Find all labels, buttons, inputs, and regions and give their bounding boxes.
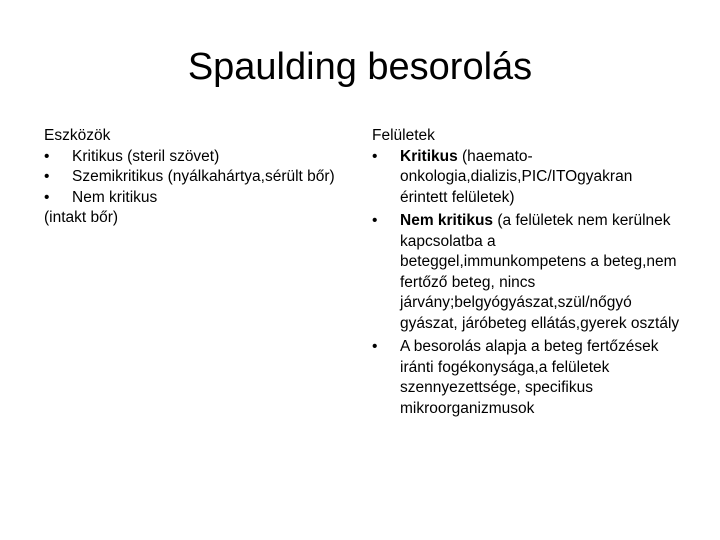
list-item [44, 147, 364, 168]
list-item [372, 147, 682, 209]
list-item-text: Szemikritikus (nyálkahártya,sérült bőr) [72, 168, 335, 185]
list-item-text: Nem kritikus [72, 188, 158, 206]
list-item-bold: Nem kritikus [400, 212, 494, 229]
list-item-bold: Kritikus [400, 147, 458, 165]
bullet-icon: • [44, 147, 50, 165]
list-item [44, 167, 364, 188]
list-item-text: A besorolás alapja a beteg fertőzések iránti fogékonysága,a felületek szennyezettsége, specifikus mikroorganizmusok [400, 338, 659, 417]
instruments-column [44, 126, 364, 229]
slide-title: Spaulding besorolás [187, 46, 533, 88]
surfaces-heading: Felületek [372, 127, 435, 144]
surfaces-column [372, 126, 682, 419]
bullet-icon: • [372, 212, 378, 229]
list-item [372, 337, 682, 419]
list-item [372, 211, 682, 334]
list-item [44, 188, 364, 209]
trailing-note: (intakt bőr) [44, 209, 119, 226]
instruments-heading: Eszközök [44, 127, 111, 144]
list-item-text: (a felületek nem kerülnek kapcsolatba a beteggel,immunkompetens a beteg,nem fertőző beteg, nincs járvány;belgyógyászat,szül/nőgyó gyászat, járóbeteg ellátás,gyerek osztály [400, 212, 680, 332]
bullet-icon: • [44, 188, 50, 206]
list-item-text: (haemato-onkologia,dializis,PIC/ITOgyakran érintett felületek) [400, 147, 633, 206]
list-item-text: Kritikus (steril szövet) [72, 147, 220, 165]
bullet-icon: • [372, 147, 378, 165]
bullet-icon: • [372, 338, 378, 355]
bullet-icon: • [44, 168, 50, 185]
